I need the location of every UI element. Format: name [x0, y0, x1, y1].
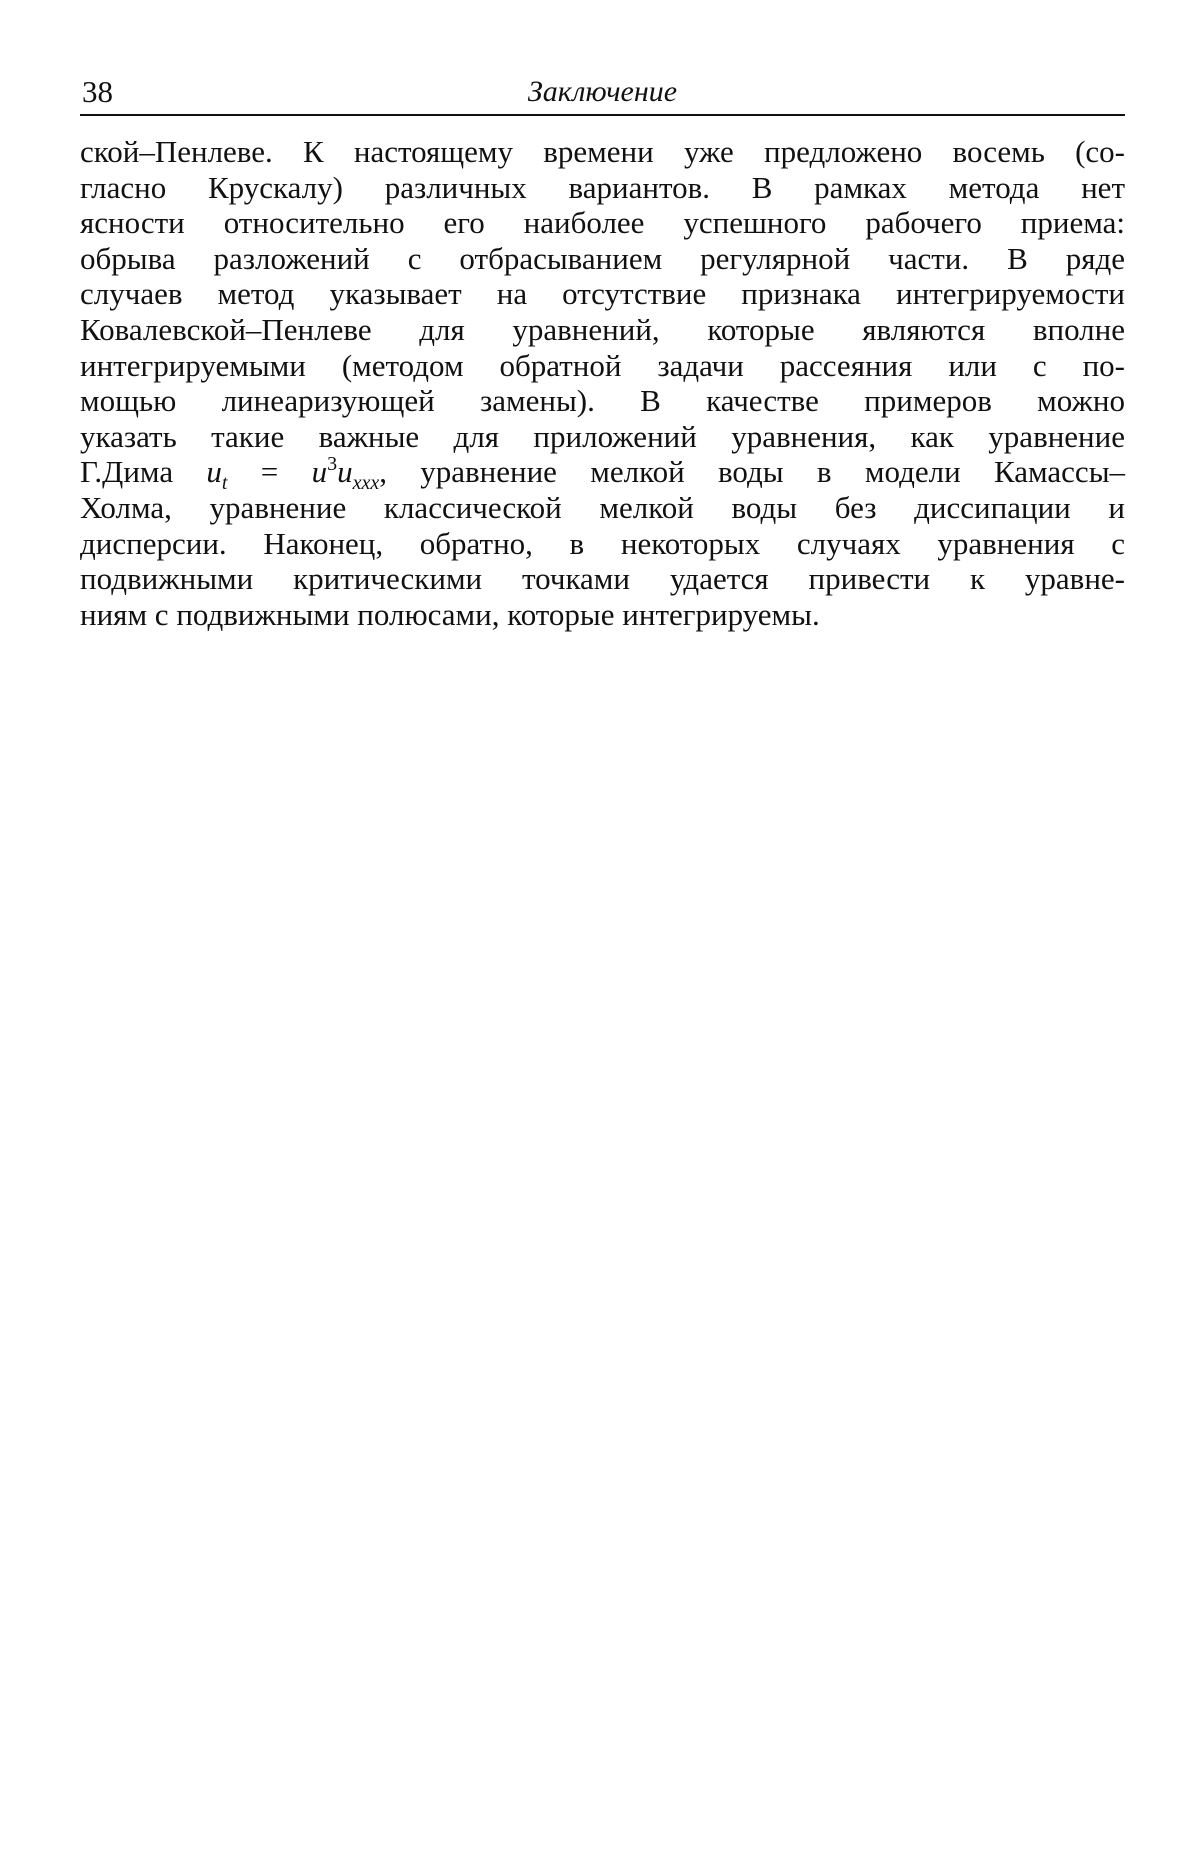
- text-line: гласно Крускалу) различных вариантов. В рамках метода нет: [80, 169, 1125, 205]
- formula-line: [80, 453, 1126, 495]
- math-exponent-3: 3: [327, 453, 338, 476]
- chapter-title: Заключение: [527, 75, 678, 108]
- math-subscript-xxx: xxx: [352, 472, 380, 495]
- text-line: Холма, уравнение классической мелкой воды без диссипации и: [80, 489, 1125, 525]
- text-line: Ковалевской–Пенлеве для уравнений, которые являются вполне: [80, 311, 1125, 347]
- formula-suffix: , уравнение мелкой воды в модели Камассы–: [379, 454, 1126, 490]
- text-line: мощью линеаризующей замены). В качестве примеров можно: [80, 383, 1125, 419]
- math-variable-u: u: [206, 454, 222, 490]
- text-line: ской–Пенлеве. К настоящему времени уже предложено восемь (со-: [80, 134, 1125, 169]
- text-line: указать такие важные для приложений уравнения, как уравнение: [80, 418, 1125, 454]
- text-line: ясности относительно его наиболее успешного рабочего приема:: [80, 205, 1125, 241]
- page-number: 38: [82, 74, 113, 109]
- math-variable-u: u: [337, 454, 353, 490]
- harry-dym-equation: [206, 453, 380, 495]
- body-paragraph: [80, 116, 1125, 632]
- running-header: [80, 70, 1125, 116]
- text-line: дисперсии. Наконец, обратно, в некоторых случаях уравнения с: [80, 525, 1125, 561]
- text-line: случаев метод указывает на отсутствие признака интегрируемости: [80, 276, 1125, 312]
- math-variable-u: u: [311, 454, 328, 490]
- text-line: обрыва разложений с отбрасыванием регулярной части. В ряде: [80, 240, 1125, 276]
- text-line: интегрируемыми (методом обратной задачи рассеяния или с по-: [80, 347, 1125, 383]
- book-page: [80, 70, 1125, 632]
- text-line: ниям с подвижными полюсами, которые интегрируемы.: [80, 596, 820, 632]
- math-subscript-t: t: [221, 472, 228, 495]
- math-equals: =: [260, 454, 279, 490]
- text-line: подвижными критическими точками удается привести к уравне-: [80, 561, 1125, 597]
- formula-prefix: Г.Дима: [80, 454, 174, 490]
